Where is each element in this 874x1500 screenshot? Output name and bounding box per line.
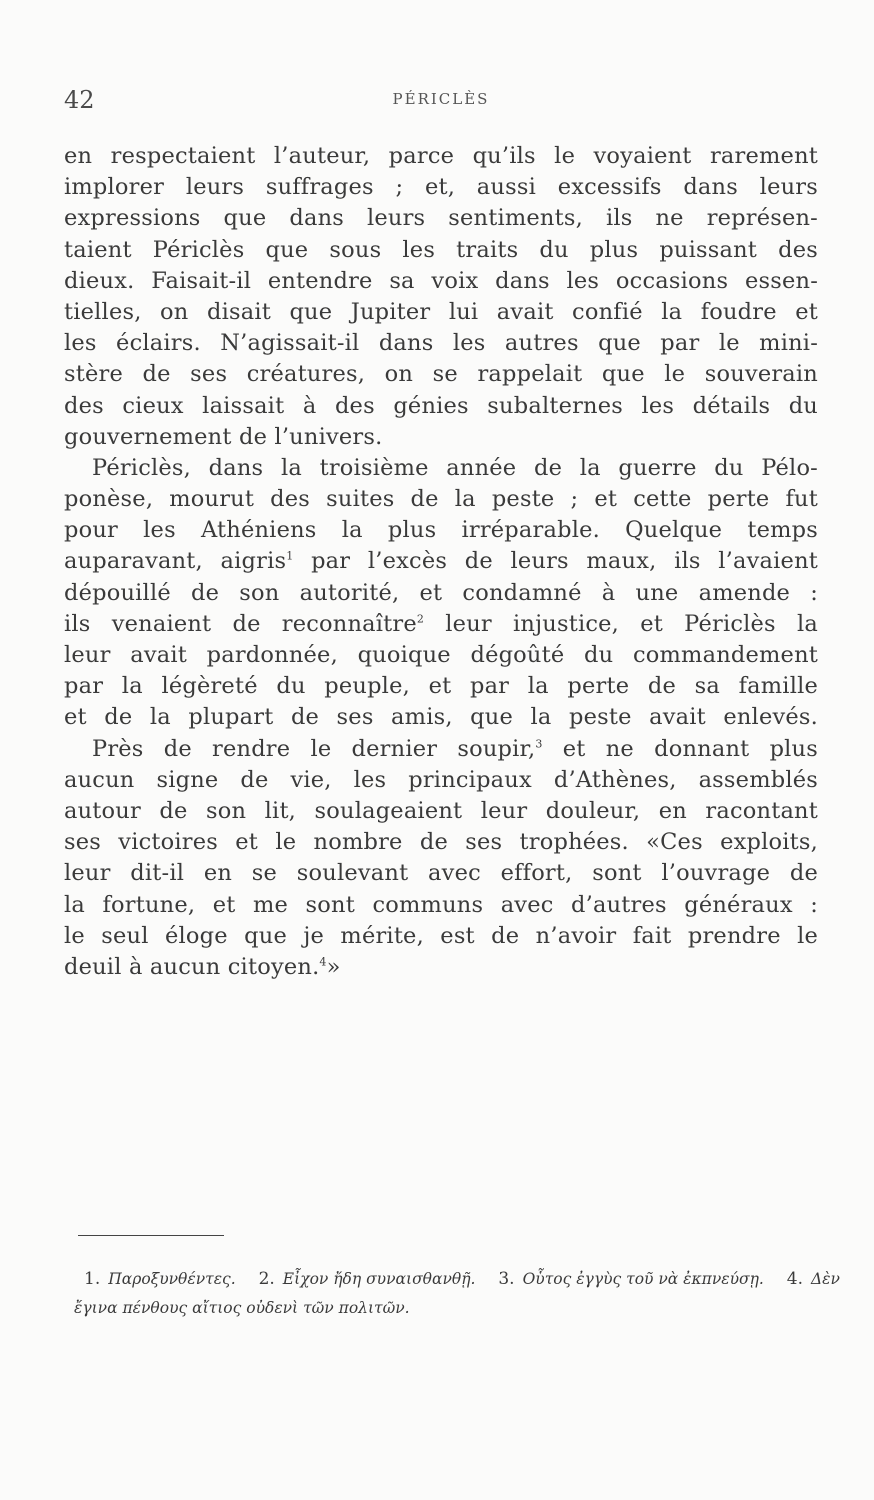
text-segment: auparavant, aigris: [64, 548, 287, 575]
text-line: ses victoires et le nombre de ses trophées. «Ces exploits,: [64, 829, 818, 856]
text-segment: leur injustice, et Périclès la: [424, 610, 818, 637]
footnote-1: [84, 1270, 236, 1288]
text-line: [64, 609, 818, 640]
text-line: dieux. Faisait-il entendre sa voix dans les occasions essen-: [64, 267, 818, 294]
text-line: en respectaient l’auteur, parce qu’ils le voyaient rarement: [64, 143, 818, 169]
text-line: [64, 546, 818, 577]
text-segment: ils venaient de reconnaître: [64, 610, 417, 637]
text-line: leur avait pardonnée, quoique dégoûté du commandement: [64, 642, 818, 668]
footnote-4: [787, 1270, 840, 1288]
text-line: implorer leurs suffrages ; et, aussi excessifs dans leurs: [64, 174, 818, 201]
footnote-3: [498, 1270, 763, 1288]
text-line: les éclairs. N’agissait-il dans les autres que par le mini-: [64, 330, 818, 357]
footnote-ref: 1: [286, 549, 294, 563]
text-line: taient Périclès que sous les traits du plus puissant des: [64, 236, 818, 263]
text-line: dépouillé de son autorité, et condamné à une amende :: [64, 579, 818, 606]
text-line: et de la plupart de ses amis, que la peste avait enlevés.: [64, 704, 818, 731]
footnote-ref: 3: [535, 737, 543, 751]
text-line: le seul éloge que je mérite, est de n’avoir fait prendre le: [64, 922, 818, 949]
footnote-ref: 2: [416, 612, 425, 626]
footnote-ref: 4: [319, 955, 327, 969]
footnote-line: [84, 1265, 840, 1294]
footnote-number: 1.: [84, 1269, 101, 1289]
text-segment: »: [326, 953, 341, 980]
footnote-divider: [78, 1235, 224, 1236]
text-line: aucun signe de vie, les principaux d’Athènes, assemblés: [64, 766, 818, 793]
footnote-text: Παροξυνθέντες.: [108, 1270, 236, 1288]
footnote-number: 3.: [498, 1269, 515, 1289]
text-line: gouvernement de l’univers.: [64, 423, 383, 450]
body-text: [64, 141, 818, 983]
running-head: [64, 86, 818, 116]
text-segment: deuil à aucun citoyen.: [64, 953, 320, 980]
footnote-number: 4.: [786, 1269, 803, 1289]
footnote-number: 2.: [258, 1269, 275, 1289]
text-line: la fortune, et me sont communs avec d’autres généraux :: [64, 891, 818, 918]
footnote-text: Εἶχον ἤδη συναισθανθῇ.: [282, 1270, 476, 1288]
footnote-continuation: ἔγινα πένθους αἴτιος οὐδενὶ τῶν πολιτῶν.: [74, 1299, 410, 1317]
text-line: [64, 952, 818, 983]
text-line: par la légèreté du peuple, et par la perte de sa famille: [64, 673, 818, 700]
text-segment: et ne donnant plus: [542, 735, 819, 762]
text-line: ponèse, mourut des suites de la peste ; et cette perte fut: [64, 486, 818, 513]
text-line: leur dit-il en se soulevant avec effort, sont l’ouvrage de: [64, 860, 818, 887]
text-line: stère de ses créatures, on se rappelait que le souverain: [64, 361, 818, 388]
text-line: expressions que dans leurs sentiments, ils ne représen-: [64, 205, 818, 232]
text-line: des cieux laissait à des génies subalternes les détails du: [64, 392, 818, 419]
page-number: 42: [64, 86, 95, 114]
text-line: tielles, on disait que Jupiter lui avait confié la foudre et: [64, 298, 818, 325]
text-line: [64, 734, 818, 765]
footnote-text: Δὲν: [810, 1270, 840, 1288]
footnote-text: Οὗτος ἐγγὺς τοῦ νὰ ἐκπνεύσῃ.: [522, 1270, 764, 1288]
running-title: PÉRICLÈS: [392, 90, 490, 108]
text-line: pour les Athéniens la plus irréparable. Quelque temps: [64, 517, 818, 544]
text-line: Périclès, dans la troisième année de la guerre du Pélo-: [92, 454, 818, 481]
text-segment: par l’excès de leurs maux, ils l’avaient: [293, 548, 818, 575]
footnote-2: [259, 1270, 476, 1288]
text-segment: Près de rendre le dernier soupir,: [92, 735, 536, 762]
text-line: autour de son lit, soulageaient leur douleur, en racontant: [64, 797, 818, 824]
footnotes: [74, 1265, 840, 1323]
